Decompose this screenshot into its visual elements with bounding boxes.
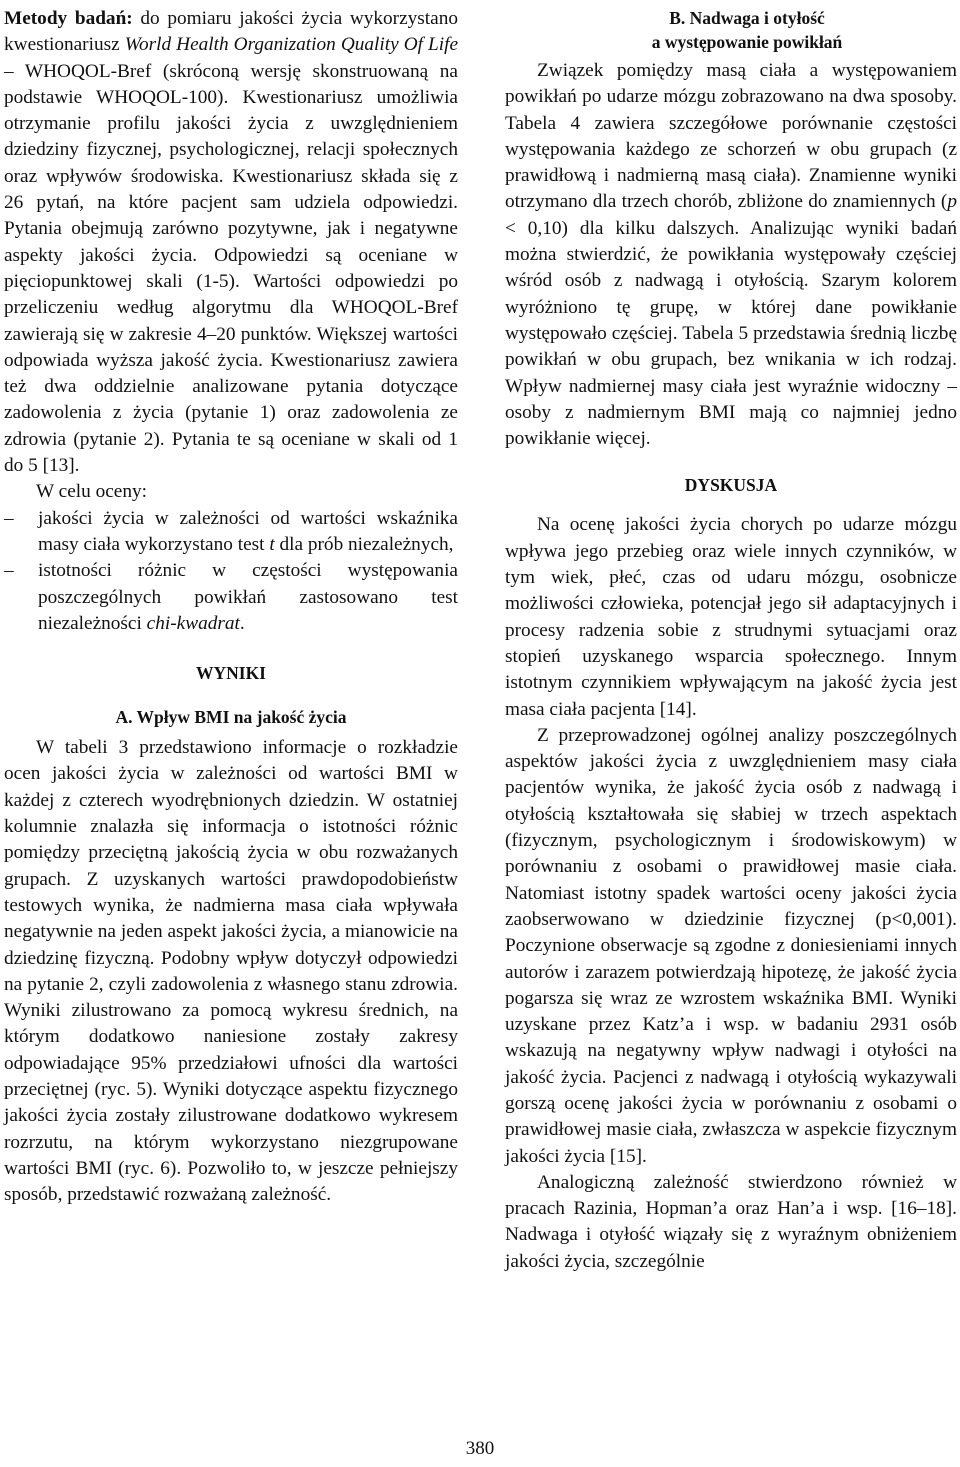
list-item [4, 558, 458, 637]
list-item-text: . [239, 612, 245, 634]
methods-lead: Metody badań: [4, 8, 133, 29]
methods-text-1: do pomiaru jakości życia wykorzystano kwestionariusz [4, 8, 459, 56]
section-b-heading-line-1: B. Nadwaga i otyłość [669, 8, 825, 28]
p-value-symbol: p [947, 191, 957, 213]
discussion-paragraph-1: Na ocenę jakości życia chorych po udarze mózgu wpływa jego przebieg oraz wiele innych czynników, w tym wiek, płeć, czas od udaru mózgu, osobnicze możliwości człowieka, potencjał jego sił adaptacyjnych i procesy radzenia sobie z strudnymi sytuacjami oraz stopień uzyskanego wsparcia społecznego. Innym istotnym czynnikiem wpływającym na jakość życia jest masa ciała pacjenta [14]. [505, 514, 957, 720]
methods-list [4, 506, 458, 637]
left-column [4, 6, 458, 1208]
page-number: 380 [465, 1438, 495, 1459]
section-b-text-1: Związek pomiędzy masą ciała a występowaniem powikłań po udarze mózgu zobrazowano na dwa sposoby. Tabela 4 zawiera szczegółowe porównanie częstości występowania każdego ze schorzeń w obu grupach (z prawidłową i nadmierną masą ciała). Znamienne wyniki otrzymano dla trzech chorób, zbliżone do znamiennych ( [505, 60, 957, 213]
list-item-text: jakości życia w zależności od wartości wskaźnika masy ciała wykorzystano test [38, 507, 458, 555]
right-column [505, 6, 957, 1275]
section-b-heading-line-2: a występowanie powikłań [651, 32, 843, 52]
purpose-line: W celu oceny: [36, 481, 147, 503]
chi-square-term: chi-kwadrat [146, 612, 240, 634]
t-test-symbol: t [269, 533, 275, 555]
section-b-paragraph [505, 58, 957, 452]
section-b-text-2: < 0,10) dla kilku dalszych. Analizując wyniki badań można stwierdzić, że powikłania występowały częściej wśród osób z nadwagą i otyłością. Szarym kolorem wyróżniono tę grupę, w której dane powikłanie występowało częściej. Tabela 5 przedstawia średnią liczbę powikłań w obu grupach, bez wnikania w ich rodzaj. Wpływ nadmiernej masy ciała jest wyraźnie widoczny – osoby z nadmiernym BMI mają co najmniej jedno powikłanie więcej. [505, 217, 957, 450]
methods-questionnaire-name: World Health Organization Quality Of Life [124, 34, 458, 56]
list-item-text: istotności różnic w częstości występowania poszczególnych powikłań zastosowano test niezależności [38, 560, 458, 634]
methods-paragraph [4, 6, 458, 479]
list-item-text: dla prób niezależnych, [274, 533, 454, 555]
discussion-paragraph-3: Analogiczną zależność stwierdzono również w pracach Razinia, Hopman’a oraz Han’a i wsp. [16–18]. Nadwaga i otyłość wiązały się z wyraźnym obniżeniem jakości życia, szczególnie [505, 1171, 957, 1272]
section-a-heading: A. Wpływ BMI na jakość życia [115, 707, 347, 728]
methods-text-2: – WHOQOL-Bref (skróconą wersję skonstruowaną na podstawie WHOQOL-100). Kwestionariusz umożliwia otrzymanie profilu jakości życia z uwzględnieniem dziedziny fizycznej, psychologicznej, relacji społecznych oraz wpływów środowiska. Kwestionariusz składa się z 26 pytań, na które pacjent sam udziela odpowiedzi. Pytania obejmują zarówno pozytywne, jak i negatywne aspekty jakości życia. Odpowiedzi są oceniane w pięciopunktowej skali (1-5). Wartości odpowiedzi po przeliczeniu według algorytmu dla WHOQOL-Bref zawierają się w zakresie 4–20 punktów. Większej wartości odpowiada wyższa jakość życia. Kwestionariusz zawiera też dwa oddzielnie analizowane pytania dotyczące zadowolenia z życia (pytanie 1) oraz zadowolenia ze zdrowia (pytanie 2). Pytania te są oceniane w skali od 1 do 5 [13]. [4, 60, 458, 477]
section-a-paragraph: W tabeli 3 przedstawiono informacje o rozkładzie ocen jakości życia w zależności od wartości BMI w każdej z czterech wyodrębnionych dziedzin. W ostatniej kolumnie znalazła się informacja o istotności różnic pomiędzy przeciętną jakością życia w obu rozważanych grupach. Z uzyskanych wartości prawdopodobieństw testowych wynika, że nadmierna masa ciała wpływała negatywnie na jeden aspekt jakości życia, a mianowicie na dziedzinę fizyczną. Podobny wpływ dotyczył odpowiedzi na pytanie 2, czyli zadowolenia z własnego stanu zdrowia. Wyniki zilustrowano za pomocą wykresu średnich, na którym dodatkowo naniesione zostały zakresy odpowiadające 95% przedziałowi ufności dla wartości przeciętnej (ryc. 5). Wyniki dotyczące aspektu fizycznego jakości życia zostały zilustrowane dodatkowo wykresem rozrzutu, na którym wykorzystano niezgrupowane wartości BMI (ryc. 6). Pozwoliło to, w jeszcze pełniejszy sposób, przedstawić rozważaną zależność. [4, 737, 458, 1206]
discussion-heading: DYSKUSJA [684, 475, 778, 496]
discussion-paragraph-2: Z przeprowadzonej ogólnej analizy poszczególnych aspektów jakości życia z uwzględnieniem masy ciała pacjentów wynika, że jakość życia osób z nadwagą i otyłością kształtowała się słabiej w trzech aspektach (fizycznym, psychologicznym i środowiskowym) w porównaniu z osobami o prawidłowej masie ciała. Natomiast istotny spadek wartości oceny jakości życia zaobserwowano w dziedzinie fizycznej (p<0,001). Poczynione obserwacje są zgodne z doniesieniami innych autorów i zarazem potwierdzają hipotezę, że jakość życia pogarsza się wraz ze wzrostem wskaźnika BMI. Wyniki uzyskane przez Katz’a i wsp. w badaniu 2931 osób wskazują na negatywny wpływ nadwagi i otyłości na jakość życia. Pacjenci z nadwagą i otyłością wykazywali gorszą ocenę jakości życia w porównaniu z osobami o prawidłowej masie ciała, zwłaszcza w aspekcie fizycznym jakości życia [15]. [505, 724, 957, 1167]
results-heading: WYNIKI [195, 663, 266, 684]
list-item [4, 506, 458, 559]
